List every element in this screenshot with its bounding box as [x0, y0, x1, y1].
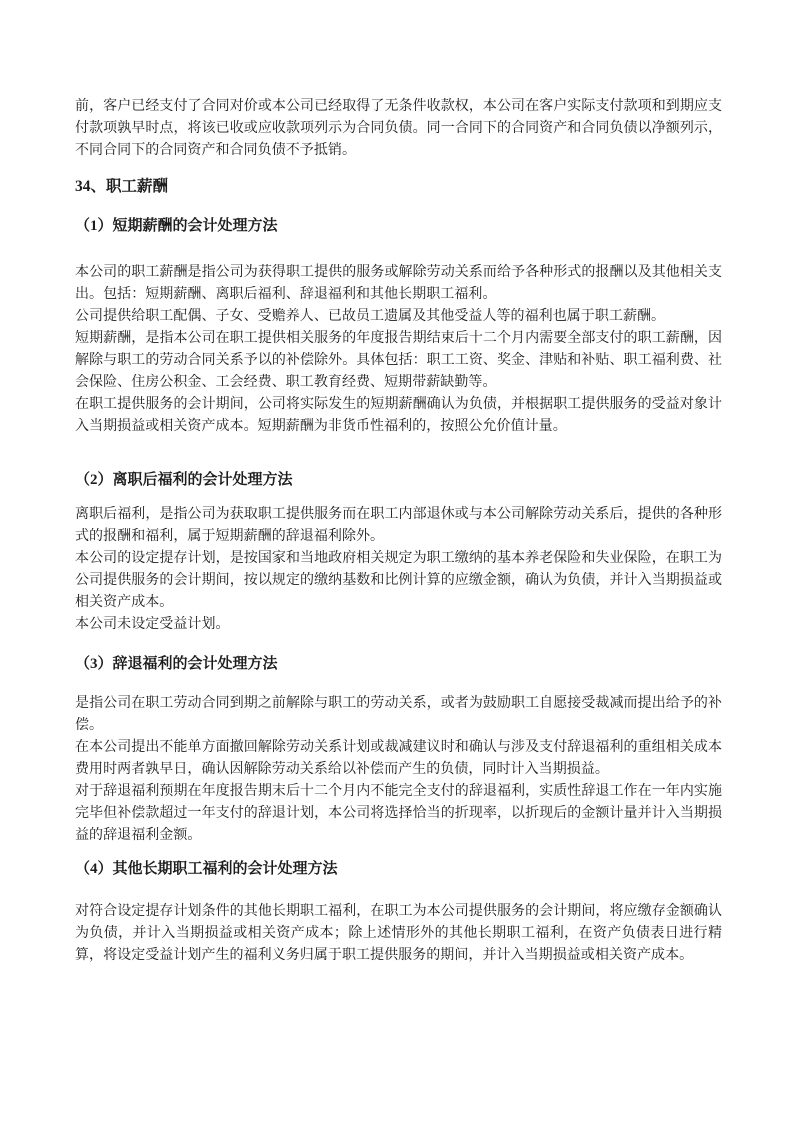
subsection-heading-termination-benefits: （3）辞退福利的会计处理方法 [75, 656, 278, 672]
paragraph: 短期薪酬，是指本公司在职工提供相关服务的年度报告期结束后十二个月内需要全部支付的职工薪酬，因解除与职工的劳动合同关系予以的补偿除外。具体包括：职工工资、奖金、津贴和补贴、职工福利费、社会保险、住房公积金、工会经费、职工教育经费、短期带薪缺勤等。 [75, 331, 722, 390]
subsection-body-other-long-term-benefits [75, 901, 722, 967]
subsection-heading-post-employment-benefits: （2）离职后福利的会计处理方法 [75, 472, 293, 488]
subsection-heading-short-term-compensation: （1）短期薪酬的会计处理方法 [75, 218, 278, 234]
subsection-heading-other-long-term-benefits: （4）其他长期职工福利的会计处理方法 [75, 861, 338, 877]
paragraph: 本公司的设定提存计划，是按国家和当地政府相关规定为职工缴纳的基本养老保险和失业保险，在职工为公司提供服务的会计期间，按以规定的缴纳基数和比例计算的应缴金额，确认为负债，并计入当期损益或相关资产成本。 [75, 551, 722, 610]
paragraph: 对于辞退福利预期在年度报告期末后十二个月内不能完全支付的辞退福利，实质性辞退工作在一年内实施完毕但补偿款超过一年支付的辞退计划，本公司将选择恰当的折现率，以折现后的金额计量并计入当期损益的辞退福利金额。 [75, 784, 722, 843]
paragraph: 公司提供给职工配偶、子女、受赡养人、已故员工遗属及其他受益人等的福利也属于职工薪酬。 [75, 309, 666, 324]
subsection-body-short-term-compensation [75, 262, 722, 438]
section-heading-employee-compensation: 34、职工薪酬 [75, 178, 169, 195]
paragraph: 离职后福利，是指公司为获取职工提供服务而在职工内部退休或与本公司解除劳动关系后，提供的各种形式的报酬和福利，属于短期薪酬的辞退福利除外。 [75, 507, 722, 544]
subsection-body-termination-benefits [75, 693, 722, 847]
paragraph: 对符合设定提存计划条件的其他长期职工福利，在职工为本公司提供服务的会计期间，将应缴存金额确认为负债，并计入当期损益或相关资产成本；除上述情形外的其他长期职工福利，在资产负债表日进行精算，将设定受益计划产生的福利义务归属于职工提供服务的期间，并计入当期损益或相关资产成本。 [75, 904, 722, 963]
paragraph: 是指公司在职工劳动合同到期之前解除与职工的劳动关系，或者为鼓励职工自愿接受裁减而提出给予的补偿。 [75, 696, 722, 733]
paragraph: 在职工提供服务的会计期间，公司将实际发生的短期薪酬确认为负债，并根据职工提供服务的受益对象计入当期损益或相关资产成本。短期薪酬为非货币性福利的，按照公允价值计量。 [75, 397, 722, 434]
paragraph: 在本公司提出不能单方面撤回解除劳动关系计划或裁减建议时和确认与涉及支付辞退福利的重组相关成本费用时两者孰早日，确认因解除劳动关系给以补偿而产生的负债，同时计入当期损益。 [75, 740, 722, 777]
paragraph: 本公司未设定受益计划。 [75, 617, 230, 632]
paragraph: 本公司的职工薪酬是指公司为获得职工提供的服务或解除劳动关系而给予各种形式的报酬以及其他相关支出。包括：短期薪酬、离职后福利、辞退福利和其他长期职工福利。 [75, 265, 722, 302]
intro-paragraph-contract-liability: 前，客户已经支付了合同对价或本公司已经取得了无条件收款权，本公司在客户实际支付款项和到期应支付款项孰早时点，将该已收或应收款项列示为合同负债。同一合同下的合同资产和合同负债以净额列示，不同合同下的合同资产和合同负债不予抵销。 [75, 99, 722, 158]
subsection-body-post-employment-benefits [75, 504, 722, 636]
